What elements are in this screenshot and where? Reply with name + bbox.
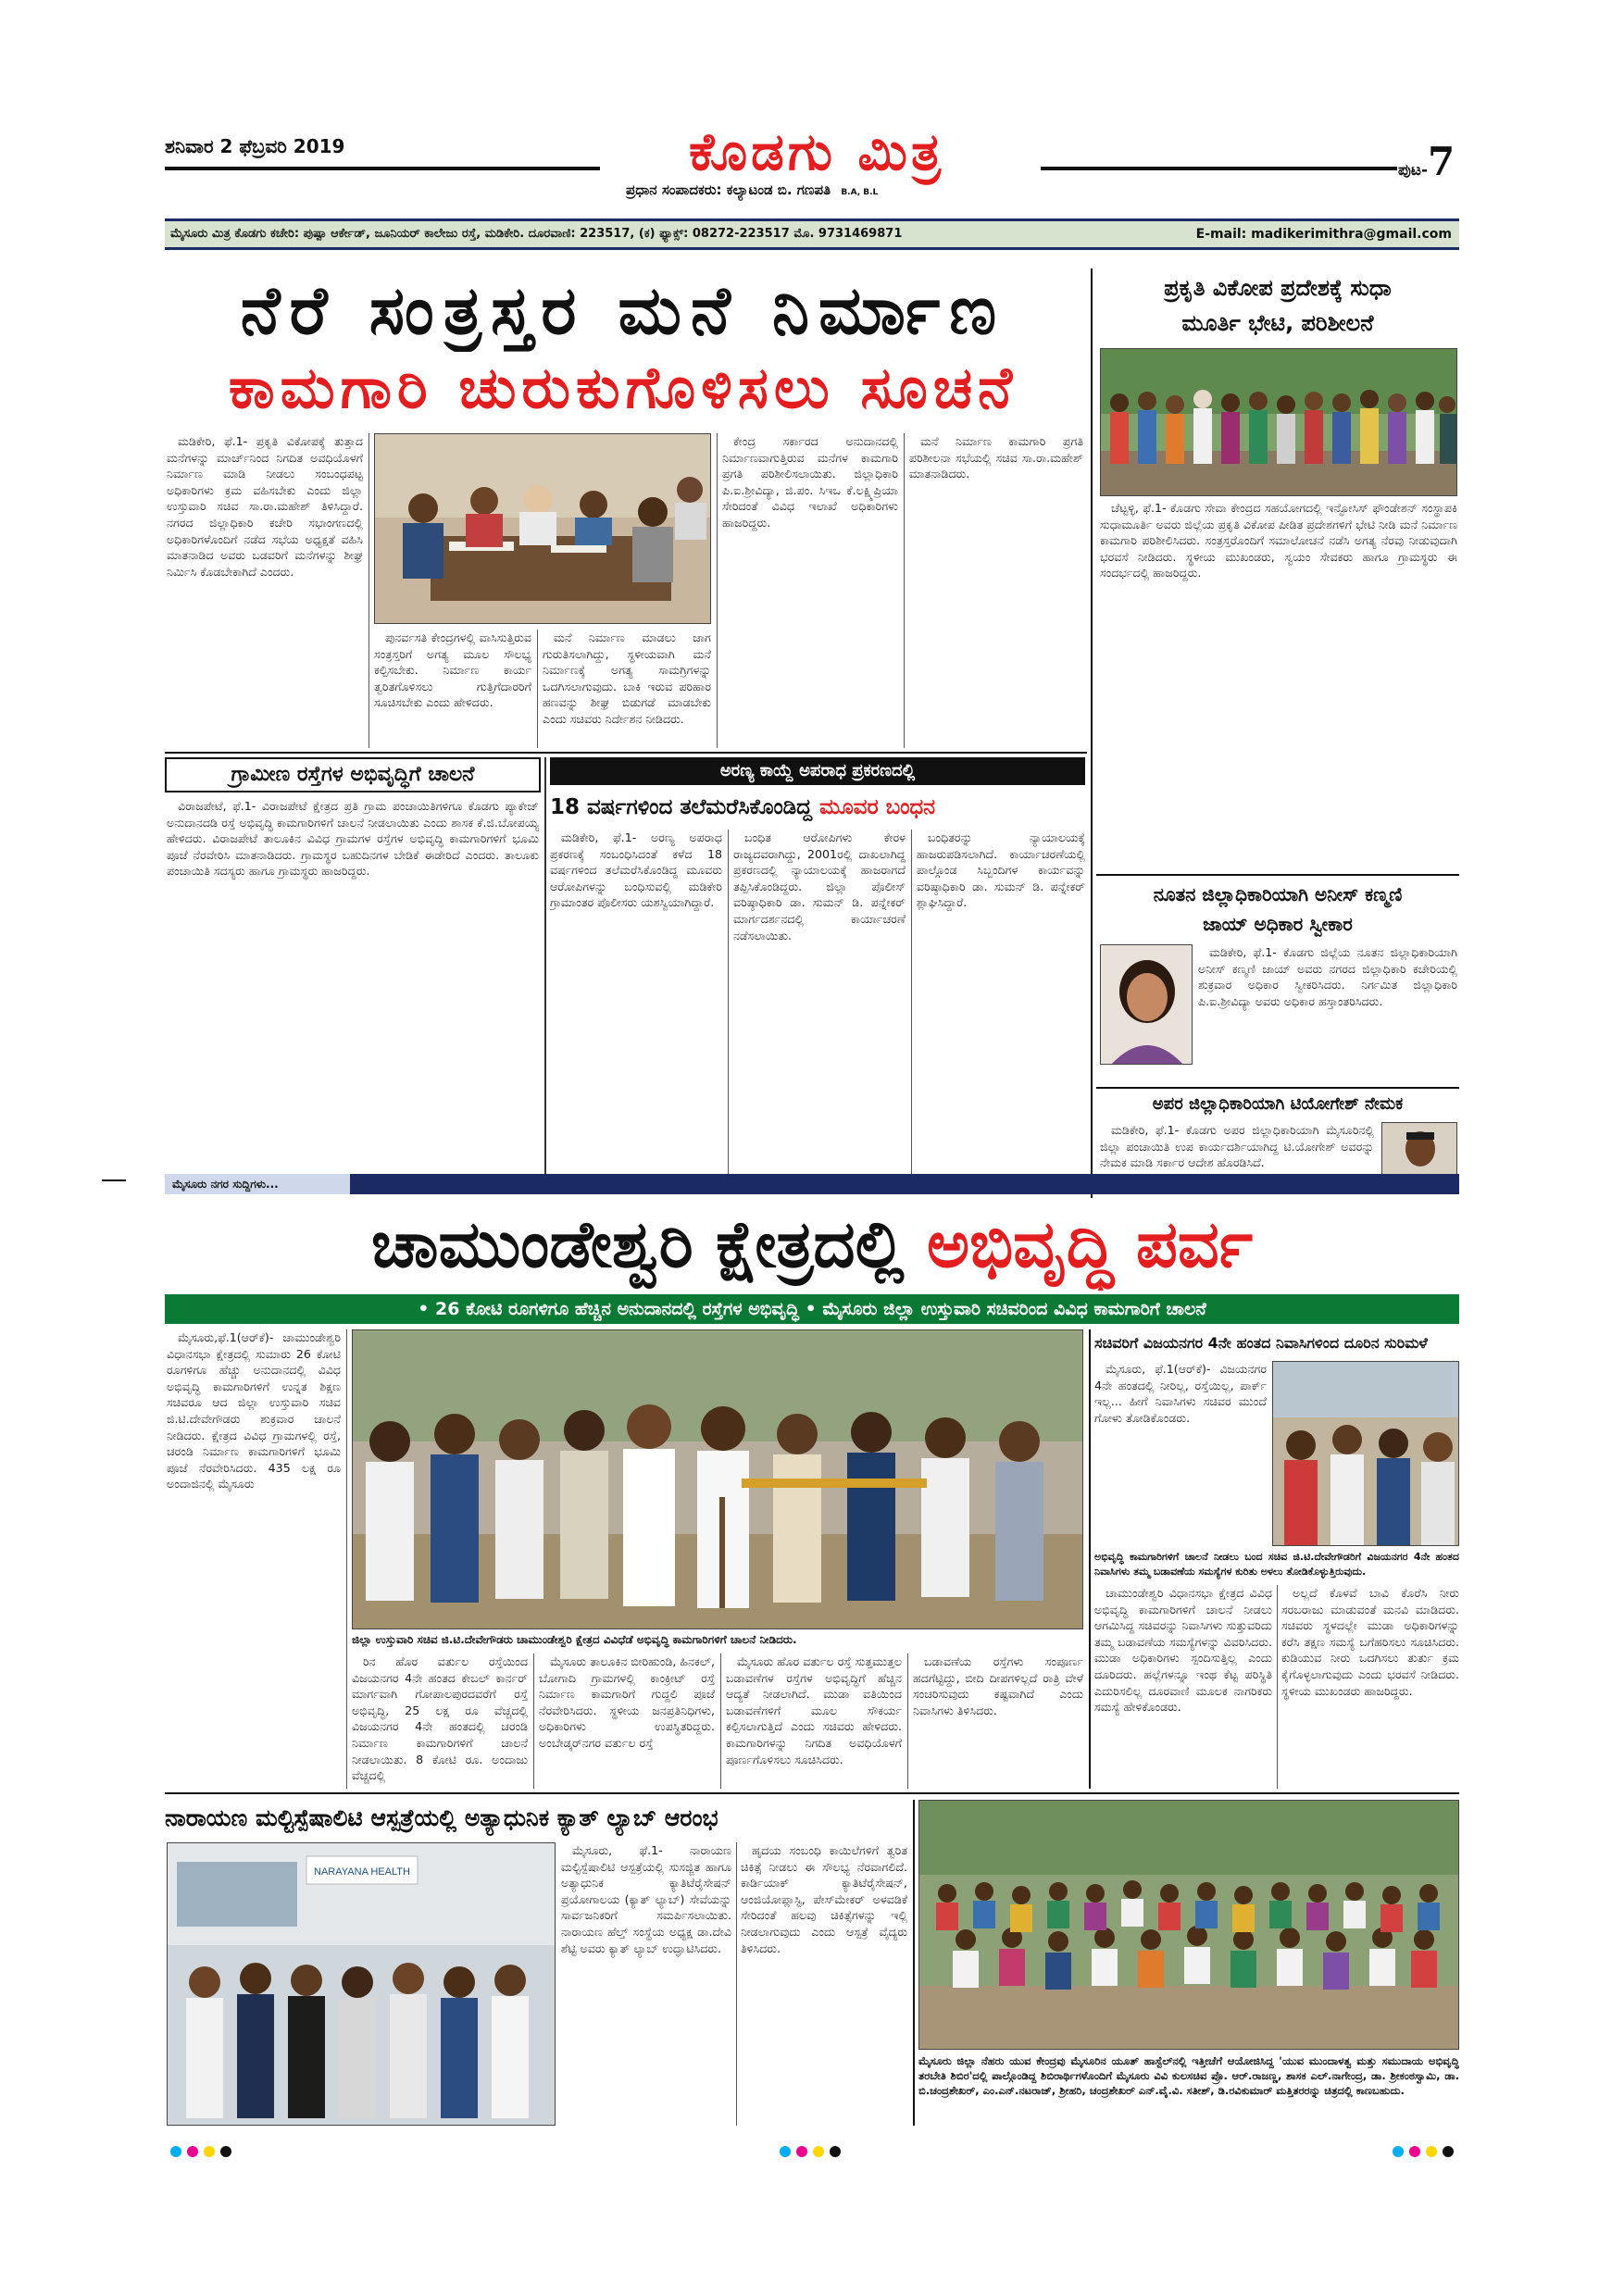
dc-top-rule <box>1096 874 1459 876</box>
narayana-photo <box>167 1842 556 2126</box>
rural-crime-rule <box>544 757 546 1185</box>
chamundi-headline-red: ಅಭಿವೃದ್ಧಿ ಪರ್ವ <box>926 1206 1254 1282</box>
nature-body <box>1100 500 1457 870</box>
chamundi-col-3 <box>539 1653 715 1789</box>
nature-group-photo <box>1100 348 1457 496</box>
crime-headline <box>550 789 1085 826</box>
adc-top-rule <box>1096 1087 1459 1089</box>
lead-col-1-text: ಮಡಿಕೇರಿ, ಫೆ.1- ಪ್ರಕೃತಿ ವಿಕೋಪಕ್ಕೆ ತುತ್ತಾದ ಮನೆಗಳನ್ನು ಮಾರ್ಚ್‌ನಿಂದ ನಿಗದಿತ ಅವಧಿಯೊಳಗೆ ನಿರ್ಮಾಣ ಮಾಡಿ ನೀಡಲು ಸಂಬಂಧಪಟ್ಟ ಅಧಿಕಾರಿಗಳು ಕ್ರಮ ವಹಿಸಬೇಕು ಎಂದು ಜಿಲ್ಲಾ ಉಸ್ತುವಾರಿ ಸಚಿವ ಸಾ.ರಾ.ಮಹೇಶ್ ತಿಳಿಸಿದ್ದಾರೆ. ನಗರದ ಜಿಲ್ಲಾಧಿಕಾರಿ ಕಚೇರಿ ಸಭಾಂಗಣದಲ್ಲಿ ಅಧಿಕಾರಿಗಳೊಂದಿಗೆ ನಡೆದ ಸಭೆಯ ಅಧ್ಯಕ್ಷತೆ ವಹಿಸಿ ಮಾತನಾಡಿದ ಅವರು ಬಡವರಿಗೆ ಮನೆಗಳನ್ನು ಶೀಘ್ರ ನಿರ್ಮಿಸಿ ಕೊಡಬೇಕಾಗಿದೆ ಎಂದರು. <box>167 434 363 579</box>
lead-col-5 <box>909 433 1083 748</box>
adc-body-text: ಮಡಿಕೇರಿ, ಫೆ.1- ಕೊಡಗು ಅಪರ ಜಿಲ್ಲಾಧಿಕಾರಿಯಾಗಿ ಮೈಸೂರಿನಲ್ಲಿ ಜಿಲ್ಲಾ ಪಂಚಾಯಿತಿ ಉಪ ಕಾರ್ಯದರ್ಶಿಯಾಗಿದ್ದ ಟಿ.ಯೋಗೇಶ್ ಅವರನ್ನು ನೇಮಕ ಮಾಡಿ ಸರ್ಕಾರ ಆದೇಶ ಹೊರಡಿಸಿದೆ. <box>1100 1123 1374 1170</box>
vijayanagar-intro <box>1094 1361 1267 1509</box>
reg-dot-black <box>220 2146 231 2157</box>
crime-kicker-text: ಅರಣ್ಯ ಕಾಯ್ದೆ ಅಪರಾಧ ಪ್ರಕರಣದಲ್ಲಿ <box>719 761 916 780</box>
crime-col-1-text: ಮಡಿಕೇರಿ, ಫೆ.1- ಅರಣ್ಯ ಅಪರಾಧ ಪ್ರಕರಣಕ್ಕೆ ಸಂಬಂಧಿಸಿದಂತೆ ಕಳೆದ 18 ವರ್ಷಗಳಿಂದ ತಲೆಮರೆಸಿಕೊಂಡಿದ್ದ ಮೂವರು ಆರೋಪಿಗಳನ್ನು ಬಂಧಿಸುವಲ್ಲಿ ಮಡಿಕೇರಿ ಗ್ರಾಮಾಂತರ ಪೊಲೀಸರು ಯಶಸ್ವಿಯಾಗಿದ್ದಾರೆ. <box>550 830 722 910</box>
reg-dot-magenta <box>796 2146 807 2157</box>
chamundi-col-1-text: ಮೈಸೂರು,ಫೆ.1(ಆರ್‌ಕೆ)- ಚಾಮುಂಡೇಶ್ವರಿ ವಿಧಾನಸಭಾ ಕ್ಷೇತ್ರದಲ್ಲಿ ಸುಮಾರು 26 ಕೋಟಿ ರೂಗಳಿಗೂ ಹೆಚ್ಚು ಅನುದಾನದಲ್ಲಿ ವಿವಿಧ ಅಭಿವೃದ್ಧಿ ಕಾಮಗಾರಿಗಳಿಗೆ ಉನ್ನತ ಶಿಕ್ಷಣ ಸಚಿವರೂ ಆದ ಜಿಲ್ಲಾ ಉಸ್ತುವಾರಿ ಸಚಿವ ಜಿ.ಟಿ.ದೇವೇಗೌಡರು ಶುಕ್ರವಾರ ಚಾಲನೆ ನೀಡಿದರು. ಕ್ಷೇತ್ರದ ವಿವಿಧ ಗ್ರಾಮಗಳಲ್ಲಿ ರಸ್ತೆ, ಚರಂಡಿ ನಿರ್ಮಾಣ ಕಾಮಗಾರಿಗಳಿಗೆ ಭೂಮಿ ಪೂಜೆ ನೆರವೇರಿಸಿದರು. 435 ಲಕ್ಷ ರೂ ಅಂದಾಜಿನಲ್ಲಿ ಮೈಸೂರು <box>167 1330 341 1491</box>
narayana-headline: ನಾರಾಯಣ ಮಲ್ಟಿಸ್ಪೆಷಾಲಿಟಿ ಆಸ್ಪತ್ರೆಯಲ್ಲಿ ಅತ್ಯಾಧುನಿಕ ಕ್ಯಾತ್ ಲ್ಯಾಬ್ ಆರಂಭ <box>165 1804 718 1831</box>
chamundi-photo-caption <box>352 1633 1083 1650</box>
rural-body-text: ವಿರಾಜಪೇಟೆ, ಫೆ.1- ವಿರಾಜಪೇಟೆ ಕ್ಷೇತ್ರದ ಪ್ರತಿ ಗ್ರಾಮ ಪಂಚಾಯಿತಿಗಳಿಗೂ ಕೊಡಗು ಪ್ಯಾಕೇಜ್ ಅನುದಾನದಡಿ ರಸ್ತೆ ಅಭಿವೃದ್ಧಿ ಕಾಮಗಾರಿಗಳಿಗೆ ಚಾಲನೆ ನೀಡಲಾಯಿತು ಎಂದು ಶಾಸಕ ಕೆ.ಜಿ.ಬೋಪಯ್ಯ ಹೇಳಿದರು. ವಿರಾಜಪೇಟೆ ತಾಲೂಕಿನ ವಿವಿಧ ಗ್ರಾಮಗಳ ರಸ್ತೆಗಳ ಅಭಿವೃದ್ಧಿ ಕಾಮಗಾರಿಗಳಿಗೆ ಭೂಮಿ ಪೂಜೆ ನೆರವೇರಿಸಿ ಮಾತನಾಡಿದರು. ಗ್ರಾಮಸ್ಥರ ಬಹುದಿನಗಳ ಬೇಡಿಕೆ ಈಡೇರಿದೆ ಎಂದರು. ತಾಲೂಕು ಪಂಚಾಯಿತಿ ಸದಸ್ಯರು ಹಾಗೂ ಗ್ರಾಮಸ್ಥರು ಹಾಜರಿದ್ದರು. <box>167 799 539 879</box>
chamundi-photo-art <box>353 1330 1083 1629</box>
dc-headline-box <box>1096 880 1459 941</box>
chamundi-col-3-text: ಮೈಸೂರು ತಾಲೂಕಿನ ಬೀರಿಹುಂಡಿ, ಹಿನಕಲ್, ಬೋಗಾದಿ ಗ್ರಾಮಗಳಲ್ಲಿ ಕಾಂಕ್ರೀಟ್ ರಸ್ತೆ ನಿರ್ಮಾಣ ಕಾಮಗಾರಿಗೆ ಗುದ್ದಲಿ ಪೂಜೆ ನೆರವೇರಿಸಿದರು. ಸ್ಥಳೀಯ ಜನಪ್ರತಿನಿಧಿಗಳು, ಅಧಿಕಾರಿಗಳು ಉಪಸ್ಥಿತರಿದ್ದರು. ಅಂಬೇಡ್ಕರ್‌ನಗರ ವರ್ತುಲ ರಸ್ತೆ <box>539 1654 715 1750</box>
crime-col-2 <box>733 830 906 1187</box>
vijayanagar-caption-text: ಅಭಿವೃದ್ಧಿ ಕಾಮಗಾರಿಗಳಿಗೆ ಚಾಲನೆ ನೀಡಲು ಬಂದ ಸಚಿವ ಜಿ.ಟಿ.ದೇವೇಗೌಡರಿಗೆ ವಿಜಯನಗರ 4ನೇ ಹಂತದ ನಿವಾಸಿಗಳು ತಮ್ಮ ಬಡಾವಣೆಯ ಸಮಸ್ಯೆಗಳ ಕುರಿತು ಅಳಲು ತೋಡಿಕೊಳ್ಳುತ್ತಿರುವುದು. <box>1094 1551 1459 1578</box>
portrait-art <box>1101 945 1193 1065</box>
narayana-col-1 <box>561 1842 731 2126</box>
vijayanagar-photo-wide <box>1094 1513 1459 1546</box>
registration-marks-left <box>170 2146 235 2159</box>
masthead-editor-degree: B.A, B.L <box>841 188 879 197</box>
youth-camp-photo <box>918 1800 1459 2050</box>
reg-dot-yellow <box>1426 2146 1437 2157</box>
chamundi-col-rule <box>533 1653 534 1789</box>
narayana-youth-rule <box>913 1800 915 2126</box>
vijayanagar-col-rule <box>1277 1585 1278 1789</box>
masthead <box>0 0 1624 268</box>
narayana-photo-art <box>168 1843 556 2126</box>
rural-headline: ಗ್ರಾಮೀಣ ರಸ್ತೆಗಳ ಅಭಿವೃದ್ಧಿಗೆ ಚಾಲನೆ <box>231 763 475 786</box>
vijayanagar-photo-caption <box>1094 1550 1459 1581</box>
lead-headline-2: ಕಾಮಗಾರಿ ಚುರುಕುಗೊಳಿಸಲು ಸೂಚನೆ <box>228 354 1018 421</box>
section-band <box>165 1174 1459 1194</box>
masthead-title: ಕೊಡಗು ಮಿತ್ರ <box>688 122 944 182</box>
lead-col-rule <box>717 433 718 748</box>
crime-col-rule <box>728 830 729 1187</box>
section-label-tab <box>165 1174 350 1194</box>
vijayanagar-col-2 <box>1281 1585 1459 1789</box>
chamundi-col-2 <box>352 1653 528 1789</box>
chamundi-col-1 <box>167 1329 341 1789</box>
reg-dot-black <box>1443 2146 1454 2157</box>
contact-bar <box>165 218 1459 250</box>
chamundi-col-rule <box>907 1653 908 1789</box>
masthead-left-rule <box>165 167 600 170</box>
vijayanagar-col-1 <box>1094 1585 1272 1789</box>
lead-photo-caption: ಮನೆ ನಿರ್ಮಾಣ ಕಾಮಗಾರಿ ಪ್ರಗತಿ ಪರಿಶೀಲನಾ ಸಭೆಯಲ್ಲಿ ಸಚಿವ ಸಾ.ರಾ.ಮಹೇಶ್ ಮಾತನಾಡಿದರು. <box>909 434 1083 481</box>
lead-col-3 <box>543 630 711 748</box>
crime-headline-main: 18 ವರ್ಷಗಳಿಂದ ತಲೆಮರೆಸಿಕೊಂಡಿದ್ದ <box>550 795 820 819</box>
lead-col-4 <box>722 433 898 748</box>
narayana-col-2-text: ಹೃದಯ ಸಂಬಂಧಿ ಕಾಯಿಲೆಗಳಿಗೆ ತ್ವರಿತ ಚಿಕಿತ್ಸೆ ನೀಡಲು ಈ ಸೌಲಭ್ಯ ನೆರವಾಗಲಿದೆ. ಕಾರ್ಡಿಯಾಕ್ ಕ್ಯಾತಿಟೆರೈಸೇಷನ್, ಆಂಜಿಯೋಪ್ಲಾಸ್ಟಿ, ಪೇಸ್‌ಮೇಕರ್ ಅಳವಡಿಕೆ ಸೇರಿದಂತೆ ಹಲವು ಚಿಕಿತ್ಸೆಗಳನ್ನು ಇಲ್ಲಿ ನೀಡಲಾಗುವುದು ಎಂದು ಆಸ್ಪತ್ರೆ ವೈದ್ಯರು ತಿಳಿಸಿದರು. <box>741 1843 907 1955</box>
chamundi-col-rule <box>720 1653 721 1789</box>
reg-dot-yellow <box>204 2146 215 2157</box>
crime-headline-red: ಮೂವರ ಬಂಧನ <box>819 795 936 819</box>
adc-headline: ಅಪರ ಜಿಲ್ಲಾಧಿಕಾರಿಯಾಗಿ ಟಿಯೋಗೇಶ್ ನೇಮಕ <box>1152 1094 1404 1114</box>
lead-col-rule <box>537 630 538 748</box>
lead-col-rule <box>904 433 905 748</box>
nature-headline-box <box>1096 270 1459 343</box>
crime-col-rule <box>911 830 912 1187</box>
youth-camp-caption-text: ಮೈಸೂರು ಜಿಲ್ಲಾ ನೆಹರು ಯುವ ಕೇಂದ್ರವು ಮೈಸೂರಿನ ಯೂತ್ ಹಾಸ್ಟೆಲ್‌ನಲ್ಲಿ ಇತ್ತೀಚೆಗೆ ಆಯೋಜಿಸಿದ್ದ 'ಯುವ ಮುಂದಾಳತ್ವ ಮತ್ತು ಸಮುದಾಯ ಅಭಿವೃದ್ಧಿ ತರಬೇತಿ ಶಿಬಿರ'ದಲ್ಲಿ ಪಾಲ್ಗೊಂಡಿದ್ದ ಶಿಬಿರಾರ್ಥಿಗಳೊಂದಿಗೆ ಮೈಸೂರು ವಿವಿ ಕುಲಸಚಿವ ಪ್ರೊ. ಆರ್.ರಾಜಣ್ಣ, ಶಾಸಕ ಎಲ್.ನಾಗೇಂದ್ರ, ಡಾ. ಶ್ರೀಕಂಠಸ್ವಾಮಿ, ಡಾ. ಬಿ.ಚಂದ್ರಶೇಖರ್, ಎಂ.ಎನ್.ನಟರಾಜ್, ಶ್ರೀಹರಿ, ಚಂದ್ರಶೇಖರ್ ಎನ್.ವೈ.ವಿ. ಸತೀಶ್, ಡಿ.ರವಿಕುಮಾರ್ ಮತ್ತಿತರರನ್ನು ಚಿತ್ರದಲ್ಲಿ ಕಾಣಬಹುದು. <box>918 2054 1459 2097</box>
chamundi-photo <box>352 1329 1083 1629</box>
chamundi-subhead: • 26 ಕೋಟಿ ರೂಗಳಿಗೂ ಹೆಚ್ಚಿನ ಅನುದಾನದಲ್ಲಿ ರಸ್ತೆಗಳ ಅಭಿವೃದ್ಧಿ • ಮೈಸೂರು ಜಿಲ್ಲಾ ಉಸ್ತುವಾರಿ ಸಚಿವರಿಂದ ವಿವಿಧ ಕಾಮಗಾರಿಗೆ ಚಾಲನೆ <box>418 1299 1206 1319</box>
hospital-sign: NARAYANA HEALTH <box>314 1866 410 1878</box>
reg-dot-magenta <box>1409 2146 1420 2157</box>
fold-mark <box>102 1179 126 1181</box>
reg-dot-cyan <box>170 2146 181 2157</box>
reg-dot-cyan <box>780 2146 791 2157</box>
chamundi-subhead-bar <box>165 1294 1459 1324</box>
vijayanagar-col-2-text: ಅಲ್ಲದೆ ಕೊಳವೆ ಬಾವಿ ಕೊರೆಸಿ ನೀರು ಸರಬರಾಜು ಮಾಡುವಂತೆ ಮನವಿ ಮಾಡಿದರು. ಸಚಿವರು ಸ್ಥಳದಲ್ಲೇ ಮುಡಾ ಅಧಿಕಾರಿಗಳನ್ನು ಕರೆಸಿ ತಕ್ಷಣ ಸಮಸ್ಯೆ ಬಗೆಹರಿಸಲು ಸೂಚಿಸಿದರು. ಕುಡಿಯುವ ನೀರು ಒದಗಿಸಲು ತುರ್ತು ಕ್ರಮ ಕೈಗೊಳ್ಳಲಾಗುವುದು ಎಂದು ಭರವಸೆ ನೀಡಿದರು. ಸ್ಥಳೀಯ ಮುಖಂಡರು ಹಾಜರಿದ್ದರು. <box>1281 1586 1459 1698</box>
narayana-col-1-text: ಮೈಸೂರು, ಫೆ.1- ನಾರಾಯಣ ಮಲ್ಟಿಸ್ಪೆಷಾಲಿಟಿ ಆಸ್ಪತ್ರೆಯಲ್ಲಿ ಸುಸಜ್ಜಿತ ಹಾಗೂ ಅತ್ಯಾಧುನಿಕ ಕ್ಯಾತಿಟೆರೈಸೇಷನ್ ಪ್ರಯೋಗಾಲಯ (ಕ್ಯಾತ್ ಲ್ಯಾಬ್) ಸೇವೆಯನ್ನು ಸಾರ್ವಜನಿಕರಿಗೆ ಸಮರ್ಪಿಸಲಾಯಿತು. ನಾರಾಯಣ ಹೆಲ್ತ್ ಸಂಸ್ಥೆಯ ಅಧ್ಯಕ್ಷ ಡಾ.ದೇವಿ ಶೆಟ್ಟಿ ಅವರು ಕ್ಯಾತ್ ಲ್ಯಾಬ್ ಉದ್ಘಾಟಿಸಿದರು. <box>561 1843 731 1955</box>
contact-email[interactable]: E-mail: madikerimithra@gmail.com <box>1187 221 1452 247</box>
dc-portrait <box>1100 944 1193 1065</box>
masthead-date: ಶನಿವಾರ 2 ಫೆಬ್ರವರಿ 2019 <box>165 135 345 157</box>
rural-top-rule <box>165 752 1087 754</box>
chamundi-headline <box>165 1198 1459 1291</box>
narayana-col-rule <box>736 1842 737 2126</box>
vijayanagar-headline: ಸಚಿವರಿಗೆ ವಿಜಯನಗರ 4ನೇ ಹಂತದ ನಿವಾಸಿಗಳಿಂದ ದೂರಿನ ಸುರಿಮಳೆ <box>1094 1334 1428 1352</box>
chamundi-col-2-text: ರಿನ ಹೊರ ವರ್ತುಲ ರಸ್ತೆಯಿಂದ ವಿಜಯನಗರ 4ನೇ ಹಂತದ ಕೇಬಲ್ ಕಾರ್ನರ್ ಮಾರ್ಗವಾಗಿ ಗೋಪಾಲಪುರದವರೆಗೆ ರಸ್ತೆ ಅಭಿವೃದ್ಧಿ, 25 ಲಕ್ಷ ರೂ ವೆಚ್ಚದಲ್ಲಿ ವಿಜಯನಗರ 4ನೇ ಹಂತದಲ್ಲಿ ಚರಂಡಿ ನಿರ್ಮಾಣ ಕಾಮಗಾರಿಗಳಿಗೆ ಚಾಲನೆ ನೀಡಲಾಯಿತು. 8 ಕೋಟಿ ರೂ. ಅಂದಾಜು ವೆಚ್ಚದಲ್ಲಿ <box>352 1654 528 1783</box>
masthead-editor-name: ಪ್ರಧಾನ ಸಂಪಾದಕರು: ಕಲ್ಯಾಟಂಡ ಬಿ. ಗಣಪತಿ <box>626 181 831 198</box>
lead-meeting-photo <box>374 433 711 624</box>
reg-dot-magenta <box>187 2146 198 2157</box>
crime-col-3-text: ಬಂಧಿತರನ್ನು ನ್ಯಾಯಾಲಯಕ್ಕೆ ಹಾಜರುಪಡಿಸಲಾಗಿದೆ. ಕಾರ್ಯಾಚರಣೆಯಲ್ಲಿ ಪಾಲ್ಗೊಂಡ ಸಿಬ್ಬಂದಿಗಳ ಕಾರ್ಯವನ್ನು ವರಿಷ್ಠಾಧಿಕಾರಿ ಡಾ. ಸುಮನ್ ಡಿ. ಪನ್ನೇಕರ್ ಶ್ಲಾಘಿಸಿದ್ದಾರೆ. <box>917 830 1085 910</box>
lead-col-3-text: ಮನೆ ನಿರ್ಮಾಣ ಮಾಡಲು ಜಾಗ ಗುರುತಿಸಲಾಗಿದ್ದು, ಸ್ಥಳೀಯವಾಗಿ ಮನೆ ನಿರ್ಮಾಣಕ್ಕೆ ಅಗತ್ಯ ಸಾಮಗ್ರಿಗಳನ್ನು ಒದಗಿಸಲಾಗುವುದು. ಬಾಕಿ ಇರುವ ಪರಿಹಾರ ಹಣವನ್ನು ಶೀಘ್ರ ಬಿಡುಗಡೆ ಮಾಡಬೇಕು ಎಂದು ಸಚಿವರು ನಿರ್ದೇಶನ ನೀಡಿದರು. <box>543 630 711 726</box>
chamundi-col-5-text: ಬಡಾವಣೆಯ ರಸ್ತೆಗಳು ಸಂಪೂರ್ಣ ಹದಗೆಟ್ಟಿದ್ದು, ಬೀದಿ ದೀಪಗಳಿಲ್ಲದೆ ರಾತ್ರಿ ವೇಳೆ ಸಂಚರಿಸುವುದು ಕಷ್ಟವಾಗಿದೆ ಎಂದು ನಿವಾಸಿಗಳು ತಿಳಿಸಿದರು. <box>913 1654 1083 1717</box>
lead-col-2 <box>374 630 531 748</box>
chamundi-headline-black: ಚಾಮುಂಡೇಶ್ವರಿ ಕ್ಷೇತ್ರದಲ್ಲಿ <box>370 1206 927 1282</box>
section-label-text: ಮೈಸೂರು ನಗರ ಸುದ್ದಿಗಳು... <box>172 1178 279 1191</box>
masthead-right-rule <box>1041 167 1397 170</box>
dc-headline-1: ನೂತನ ಜಿಲ್ಲಾಧಿಕಾರಿಯಾಗಿ ಅನೀಸ್ ಕಣ್ಮಣಿ <box>1153 883 1403 905</box>
page-divider-right <box>1091 268 1093 1198</box>
reg-dot-yellow <box>813 2146 824 2157</box>
vijayanagar-divider <box>1089 1329 1091 1789</box>
crime-kicker <box>550 757 1085 785</box>
nature-body-text: ಚೆಟ್ಟಳ್ಳಿ, ಫೆ.1- ಕೊಡಗು ಸೇವಾ ಕೇಂದ್ರದ ಸಹಯೋಗದಲ್ಲಿ ಇನ್ಫೋಸಿಸ್ ಫೌಂಡೇಶನ್ ಸಂಸ್ಥಾಪಕಿ ಸುಧಾಮೂರ್ತಿ ಅವರು ಜಿಲ್ಲೆಯ ಪ್ರಕೃತಿ ವಿಕೋಪ ಪೀಡಿತ ಪ್ರದೇಶಗಳಿಗೆ ಭೇಟಿ ನೀಡಿ ಮನೆ ನಿರ್ಮಾಣ ಕಾಮಗಾರಿ ಪರಿಶೀಲಿಸಿದರು. ಸಂತ್ರಸ್ತರೊಂದಿಗೆ ಸಮಾಲೋಚನೆ ನಡೆಸಿ ಅಗತ್ಯ ನೆರವು ನೀಡುವುದಾಗಿ ಭರವಸೆ ನೀಡಿದರು. ಸ್ಥಳೀಯ ಮುಖಂಡರು, ಸ್ವಯಂ ಸೇವಕರು ಹಾಗೂ ಗ್ರಾಮಸ್ಥರು ಈ ಸಂದರ್ಭದಲ್ಲಿ ಹಾಜರಿದ್ದರು. <box>1100 501 1457 580</box>
vijayanagar-col-1-text: ಚಾಮುಂಡೇಶ್ವರಿ ವಿಧಾನಸಭಾ ಕ್ಷೇತ್ರದ ವಿವಿಧ ಅಭಿವೃದ್ಧಿ ಕಾಮಗಾರಿಗಳಿಗೆ ಚಾಲನೆ ನೀಡಲು ಆಗಮಿಸಿದ್ದ ಸಚಿವರನ್ನು ನಿವಾಸಿಗಳು ಸುತ್ತುವರಿದು ತಮ್ಮ ಬಡಾವಣೆಯ ಸಮಸ್ಯೆಗಳನ್ನು ವಿವರಿಸಿದರು. ಮುಡಾ ಅಧಿಕಾರಿಗಳು ಸ್ಪಂದಿಸುತ್ತಿಲ್ಲ ಎಂದು ದೂರಿದರು. ಹಲ್ಲೆಗಳನ್ನೂ ಇಂಥ ಕೆಟ್ಟ ಪರಿಸ್ಥಿತಿ ಎದುರಿಸಲಿಲ್ಲ ದೂರವಾಣಿ ಮೂಲಕ ನಾಗರಿಕರು ಸಮಸ್ಯೆ ಹೇಳಿಕೊಂಡರು. <box>1094 1586 1272 1715</box>
registration-marks-center <box>780 2146 844 2159</box>
crime-col-3 <box>917 830 1085 1187</box>
nature-headline-2: ಮೂರ್ತಿ ಭೇಟಿ, ಪರಿಶೀಲನೆ <box>1181 310 1374 336</box>
page-label: ಪುಟ- <box>1398 161 1428 180</box>
contact-line: ಮೈಸೂರು ಮಿತ್ರ ಕೊಡಗು ಕಚೇರಿ: ಪುಷ್ಪಾ ಆರ್ಕೇಡ್, ಜೂನಿಯರ್ ಕಾಲೇಜು ರಸ್ತೆ, ಮಡಿಕೇರಿ. ದೂರವಾಣಿ: 223517, (ಕ) ಫ್ಯಾಕ್ಸ್: 08272-223517 ಮೊ. 9731469871 <box>170 227 903 241</box>
registration-marks-right <box>1393 2146 1457 2159</box>
lead-col-1 <box>167 433 363 748</box>
vijayanagar-intro-text: ಮೈಸೂರು, ಫೆ.1(ಆರ್‌ಕೆ)- ವಿಜಯನಗರ 4ನೇ ಹಂತದಲ್ಲಿ ನೀರಿಲ್ಲ, ರಸ್ತೆಯಿಲ್ಲ, ಪಾರ್ಕ್ ಇಲ್ಲ... ಹೀಗೆ ನಿವಾಸಿಗಳು ಸಚಿವರ ಮುಂದೆ ಗೋಳು ತೋಡಿಕೊಂಡರು. <box>1094 1362 1267 1425</box>
lower-strip-rule <box>165 1792 1459 1794</box>
dc-body <box>1198 944 1457 1083</box>
chamundi-col-4 <box>726 1653 902 1789</box>
crime-col-1 <box>550 830 722 1187</box>
rural-body <box>167 798 539 1187</box>
chamundi-col-4-text: ಮೈಸೂರು ಹೊರ ವರ್ತುಲ ರಸ್ತೆ ಸುತ್ತಮುತ್ತಲ ಬಡಾವಣೆಗಳ ರಸ್ತೆಗಳ ಅಭಿವೃದ್ಧಿಗೆ ಹೆಚ್ಚಿನ ಆದ್ಯತೆ ನೀಡಲಾಗಿದೆ. ಮುಡಾ ವತಿಯಿಂದ ಬಡಾವಣೆಗಳಿಗೆ ಮೂಲ ಸೌಕರ್ಯ ಕಲ್ಪಿಸಲಾಗುತ್ತಿದೆ ಎಂದು ಸಚಿವರು ಹೇಳಿದರು. ಕಾಮಗಾರಿಗಳನ್ನು ನಿಗದಿತ ಅವಧಿಯೊಳಗೆ ಪೂರ್ಣಗೊಳಿಸಲು ಸೂಚಿಸಿದರು. <box>726 1654 902 1766</box>
crime-col-2-text: ಬಂಧಿತ ಆರೋಪಿಗಳು ಕೇರಳ ರಾಜ್ಯದವರಾಗಿದ್ದು, 2001ರಲ್ಲಿ ದಾಖಲಾಗಿದ್ದ ಪ್ರಕರಣದಲ್ಲಿ ನ್ಯಾಯಾಲಯಕ್ಕೆ ಹಾಜರಾಗದೆ ತಪ್ಪಿಸಿಕೊಂಡಿದ್ದರು. ಜಿಲ್ಲಾ ಪೊಲೀಸ್ ವರಿಷ್ಠಾಧಿಕಾರಿ ಡಾ. ಸುಮನ್ ಡಿ. ಪನ್ನೇಕರ್ ಮಾರ್ಗದರ್ಶನದಲ್ಲಿ ಕಾರ್ಯಾಚರಣೆ ನಡೆಸಲಾಯಿತು. <box>733 830 906 942</box>
chamundi-photo-caption-text: ಜಿಲ್ಲಾ ಉಸ್ತುವಾರಿ ಸಚಿವ ಜಿ.ಟಿ.ದೇವೇಗೌಡರು ಚಾಮುಂಡೇಶ್ವರಿ ಕ್ಷೇತ್ರದ ವಿವಿಧೆಡೆ ಅಭಿವೃದ್ಧಿ ಕಾಮಗಾರಿಗಳಿಗೆ ಚಾಲನೆ ನೀಡಿದರು. <box>352 1633 797 1646</box>
page-number: 7 <box>1428 139 1455 184</box>
chamundi-col-5 <box>913 1653 1083 1789</box>
page-number-box <box>1398 139 1455 184</box>
nature-headline-1: ಪ್ರಕೃತಿ ವಿಕೋಪ ಪ್ರದೇಶಕ್ಕೆ ಸುಧಾ <box>1164 275 1392 301</box>
lead-col-4-text: ಕೇಂದ್ರ ಸರ್ಕಾರದ ಅನುದಾನದಲ್ಲಿ ನಿರ್ಮಾಣವಾಗುತ್ತಿರುವ ಮನೆಗಳ ಕಾಮಗಾರಿ ಪ್ರಗತಿ ಪರಿಶೀಲಿಸಲಾಯಿತು. ಜಿಲ್ಲಾಧಿಕಾರಿ ಪಿ.ಐ.ಶ್ರೀವಿದ್ಯಾ, ಜಿ.ಪಂ. ಸಿಇಒ ಕೆ.ಲಕ್ಷ್ಮಿಪ್ರಿಯಾ ಸೇರಿದಂತೆ ವಿವಿಧ ಇಲಾಖೆ ಅಧಿಕಾರಿಗಳು ಹಾಜರಿದ್ದರು. <box>722 434 898 530</box>
reg-dot-cyan <box>1393 2146 1404 2157</box>
reg-dot-black <box>830 2146 841 2157</box>
dc-headline-2: ಜಾಯ್ ಅಧಿಕಾರ ಸ್ವೀಕಾರ <box>1203 913 1353 935</box>
narayana-col-2 <box>741 1842 907 2126</box>
lead-col-2-text: ಪುನರ್ವಸತಿ ಕೇಂದ್ರಗಳಲ್ಲಿ ವಾಸಿಸುತ್ತಿರುವ ಸಂತ್ರಸ್ತರಿಗೆ ಅಗತ್ಯ ಮೂಲ ಸೌಲಭ್ಯ ಕಲ್ಪಿಸಬೇಕು. ನಿರ್ಮಾಣ ಕಾರ್ಯ ತ್ವರಿತಗೊಳಿಸಲು ಗುತ್ತಿಗೆದಾರರಿಗೆ ಸೂಚಿಸಬೇಕು ಎಂದು ಹೇಳಿದರು. <box>374 630 531 710</box>
chamundi-col-rule <box>346 1329 347 1789</box>
lead-headline-1: ನೆರೆ ಸಂತ್ರಸ್ತರ ಮನೆ ನಿರ್ಮಾಣ <box>240 271 1006 349</box>
masthead-editor <box>626 181 878 198</box>
dc-body-text: ಮಡಿಕೇರಿ, ಫೆ.1- ಕೊಡಗು ಜಿಲ್ಲೆಯ ನೂತನ ಜಿಲ್ಲಾಧಿಕಾರಿಯಾಗಿ ಅನೀಸ್ ಕಣ್ಮಣಿ ಜಾಯ್ ಅವರು ನಗರದ ಜಿಲ್ಲಾಧಿಕಾರಿ ಕಚೇರಿಯಲ್ಲಿ ಶುಕ್ರವಾರ ಅಧಿಕಾರ ಸ್ವೀಕರಿಸಿದರು. ನಿರ್ಗಮಿತ ಜಿಲ್ಲಾಧಿಕಾರಿ ಪಿ.ಐ.ಶ್ರೀವಿದ್ಯಾ ಅವರು ಅಧಿಕಾರ ಹಸ್ತಾಂತರಿಸಿದರು. <box>1198 945 1457 1008</box>
group-photo-art <box>1101 349 1457 496</box>
youth-camp-photo-art <box>919 1801 1459 2050</box>
meeting-photo-art <box>375 434 711 624</box>
youth-camp-caption <box>918 2053 1459 2126</box>
rural-headline-box <box>165 757 541 792</box>
